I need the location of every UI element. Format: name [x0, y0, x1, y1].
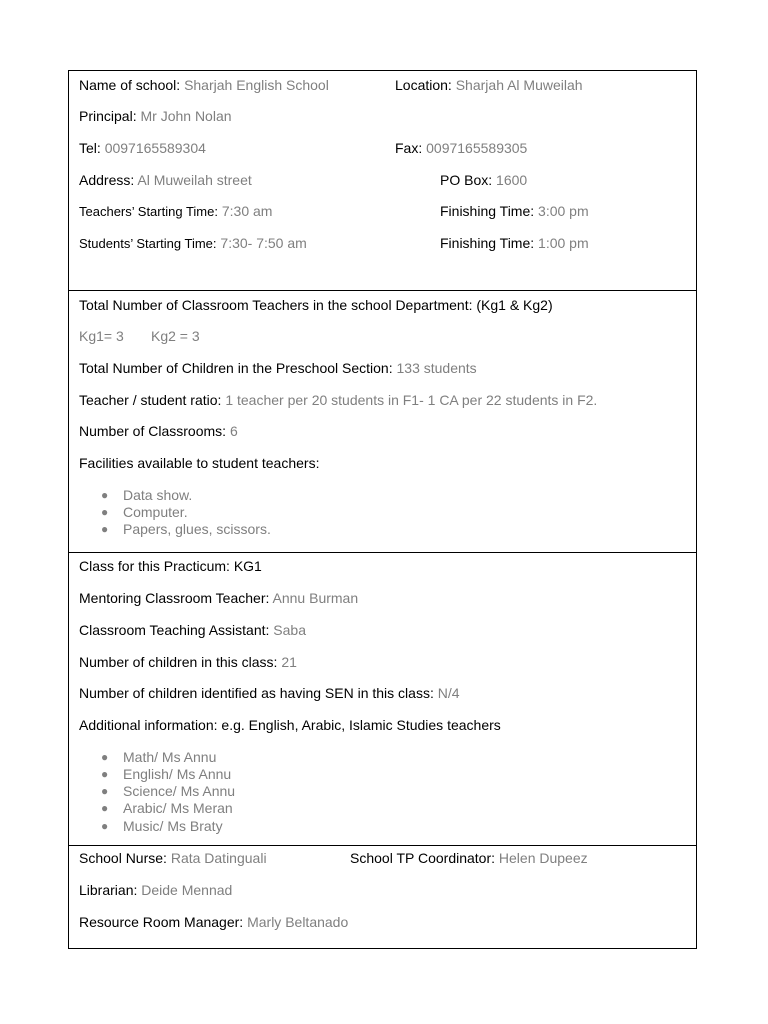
- pobox-row: [440, 172, 527, 188]
- address-label: Address:: [79, 172, 135, 188]
- principal-value: Mr John Nolan: [140, 108, 232, 124]
- bullet-icon: ●: [101, 750, 109, 764]
- teachers-finish-row: [440, 203, 589, 219]
- practicum-section: [68, 552, 697, 846]
- practicum-class-label: Class for this Practicum: KG1: [79, 558, 262, 574]
- bullet-icon: ●: [101, 488, 109, 502]
- children-value: 21: [281, 654, 297, 670]
- kg2-count: Kg2 = 3: [151, 328, 200, 344]
- resource-room-value: Marly Beltanado: [247, 914, 349, 930]
- sen-row: [79, 685, 460, 701]
- teachers-start-label: Teachers’ Starting Time:: [79, 204, 218, 219]
- librarian-label: Librarian:: [79, 882, 138, 898]
- nurse-label: School Nurse:: [79, 850, 167, 866]
- school-name-value: Sharjah English School: [184, 77, 329, 93]
- teachers-finish-label: Finishing Time:: [440, 203, 535, 219]
- bullet-icon: ●: [101, 801, 109, 815]
- students-finish-row: [440, 235, 589, 251]
- students-finish-value: 1:00 pm: [538, 235, 589, 251]
- address-row: [79, 172, 252, 188]
- students-finish-label: Finishing Time:: [440, 235, 535, 251]
- fax-value: 0097165589305: [426, 140, 528, 156]
- bullet-icon: ●: [101, 784, 109, 798]
- assistant-label: Classroom Teaching Assistant:: [79, 622, 270, 638]
- classrooms-row: [79, 423, 238, 439]
- nurse-row: [79, 850, 267, 866]
- ratio-row: [79, 392, 597, 408]
- students-start-row: [79, 235, 307, 252]
- list-item: ● Math/ Ms Annu: [101, 749, 217, 765]
- fax-row: [395, 140, 527, 156]
- tp-coordinator-value: Helen Dupeez: [498, 850, 588, 866]
- tp-coordinator-label: School TP Coordinator:: [350, 850, 496, 866]
- teachers-start-value: 7:30 am: [221, 203, 273, 219]
- children-label: Number of children in this class:: [79, 654, 278, 670]
- principal-row: [79, 108, 232, 124]
- students-start-label: Students’ Starting Time:: [79, 236, 217, 251]
- total-teachers-label: Total Number of Classroom Teachers in the school Department: (Kg1 & Kg2): [79, 297, 553, 313]
- school-name-label: Name of school:: [79, 77, 181, 93]
- pobox-value: 1600: [496, 172, 528, 188]
- resource-room-label: Resource Room Manager:: [79, 914, 244, 930]
- bullet-icon: ●: [101, 767, 109, 781]
- list-item: ● Arabic/ Ms Meran: [101, 800, 233, 816]
- staff-section: [68, 845, 697, 949]
- mentor-label: Mentoring Classroom Teacher:: [79, 590, 270, 606]
- librarian-value: Deide Mennad: [141, 882, 233, 898]
- total-children-row: [79, 360, 477, 376]
- sen-label: Number of children identified as having SEN in this class:: [79, 685, 434, 701]
- facilities-label: Facilities available to student teachers:: [79, 455, 320, 471]
- mentor-value: Annu Burman: [272, 590, 359, 606]
- ratio-value: 1 teacher per 20 students in F1- 1 CA per 22 students in F2.: [225, 392, 598, 408]
- list-item: ● English/ Ms Annu: [101, 766, 232, 782]
- librarian-row: [79, 882, 232, 898]
- kg1-count: Kg1= 3: [79, 328, 124, 344]
- children-row: [79, 654, 297, 670]
- location-value: Sharjah Al Muweilah: [455, 77, 583, 93]
- bullet-icon: ●: [101, 505, 109, 519]
- list-item: ● Data show.: [101, 487, 193, 503]
- bullet-icon: ●: [101, 522, 109, 536]
- list-item: ● Papers, glues, scissors.: [101, 521, 271, 537]
- tel-row: [79, 140, 206, 156]
- pobox-label: PO Box:: [440, 172, 493, 188]
- nurse-value: Rata Datinguali: [170, 850, 267, 866]
- additional-info-label: Additional information: e.g. English, Arabic, Islamic Studies teachers: [79, 717, 501, 733]
- assistant-row: [79, 622, 306, 638]
- tel-value: 0097165589304: [104, 140, 206, 156]
- principal-label: Principal:: [79, 108, 137, 124]
- teachers-finish-value: 3:00 pm: [538, 203, 589, 219]
- classrooms-label: Number of Classrooms:: [79, 423, 227, 439]
- location-label: Location:: [395, 77, 452, 93]
- teachers-start-row: [79, 203, 272, 220]
- total-children-label: Total Number of Children in the Preschool Section:: [79, 360, 393, 376]
- bullet-icon: ●: [101, 819, 109, 833]
- department-section: [68, 290, 697, 553]
- school-info-section: [68, 70, 697, 291]
- fax-label: Fax:: [395, 140, 423, 156]
- school-name-row: [79, 77, 329, 93]
- list-item: ● Computer.: [101, 504, 188, 520]
- mentor-row: [79, 590, 358, 606]
- assistant-value: Saba: [273, 622, 306, 638]
- ratio-label: Teacher / student ratio:: [79, 392, 222, 408]
- classrooms-value: 6: [229, 423, 238, 439]
- sen-value: N/4: [437, 685, 460, 701]
- tp-coordinator-row: [350, 850, 588, 866]
- total-children-value: 133 students: [396, 360, 477, 376]
- students-start-value: 7:30- 7:50 am: [220, 235, 307, 251]
- list-item: ● Science/ Ms Annu: [101, 783, 236, 799]
- list-item: ● Music/ Ms Braty: [101, 818, 223, 834]
- resource-room-row: [79, 914, 348, 930]
- tel-label: Tel:: [79, 140, 101, 156]
- location-row: [395, 77, 583, 93]
- address-value: Al Muweilah street: [137, 172, 252, 188]
